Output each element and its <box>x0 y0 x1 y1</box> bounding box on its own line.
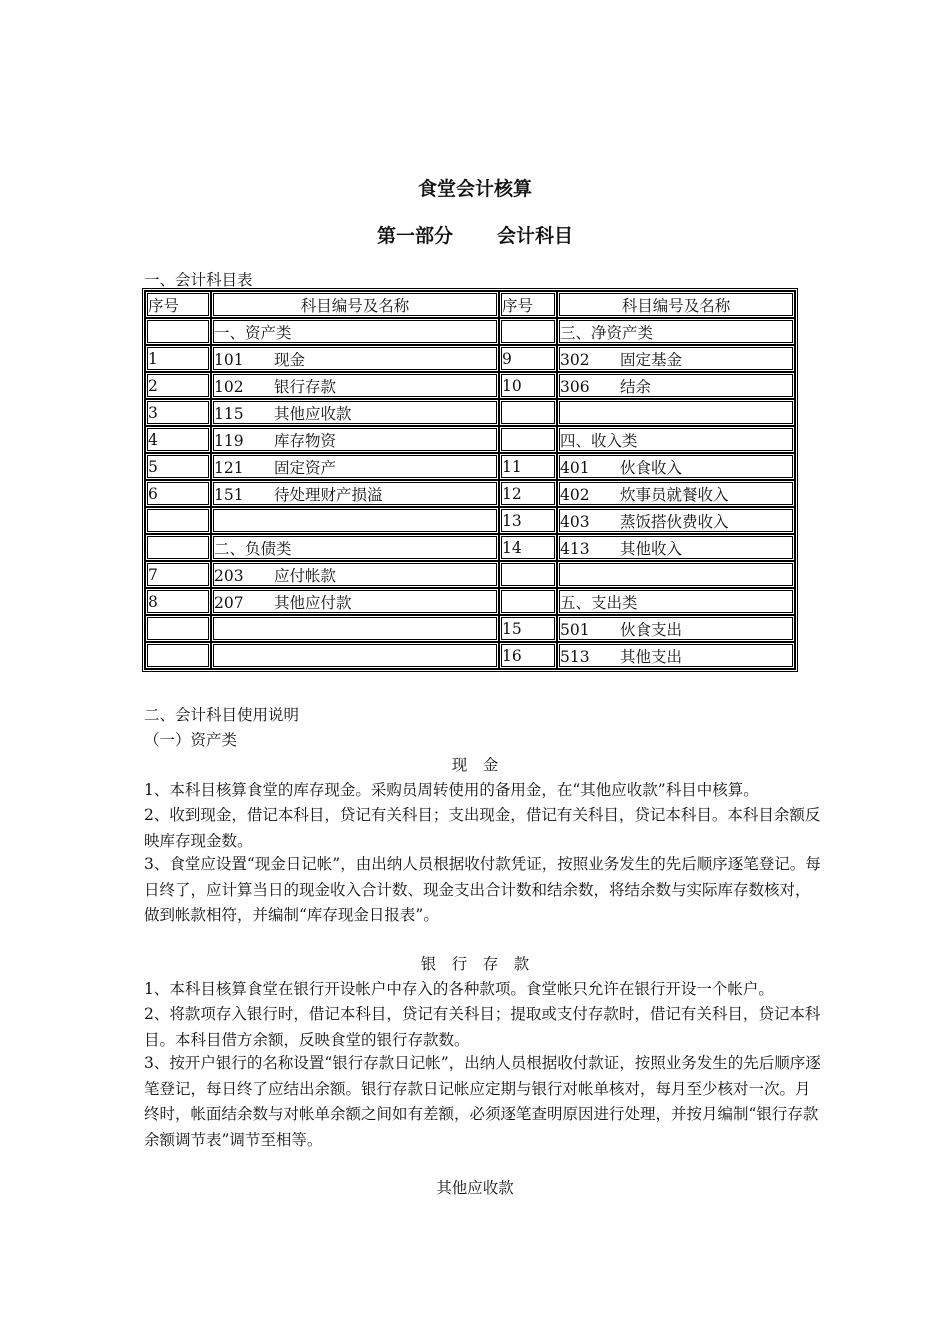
account-code: 402 <box>560 485 590 504</box>
account-cell <box>211 615 499 642</box>
account-name: 伙食支出 <box>620 620 683 639</box>
account-cell <box>211 534 499 561</box>
row-number-cell <box>499 426 557 453</box>
header-cell: 序号 <box>145 291 211 318</box>
account-cell <box>557 561 795 588</box>
account-name: 伙食收入 <box>620 458 683 477</box>
account-cell <box>211 318 499 345</box>
account-name: 其他支出 <box>620 647 683 666</box>
row-number-cell: 2 <box>145 372 211 399</box>
account-name: 一、资产类 <box>214 323 292 342</box>
header-cell: 科目编号及名称 <box>557 291 795 318</box>
account-cell <box>557 453 795 480</box>
account-name: 其他应付款 <box>274 593 352 612</box>
account-cell <box>557 642 795 669</box>
table-row <box>145 615 795 642</box>
account-cell <box>211 426 499 453</box>
account-code: 203 <box>214 566 244 585</box>
accounts-table <box>144 290 796 670</box>
account-code: 306 <box>560 377 590 396</box>
account-name: 其他收入 <box>620 539 683 558</box>
account-name: 现金 <box>274 350 306 369</box>
account-cell <box>211 588 499 615</box>
table-row <box>145 345 795 372</box>
table-row <box>145 561 795 588</box>
table-row <box>145 534 795 561</box>
account-name: 结余 <box>620 377 652 396</box>
account-code: 151 <box>214 485 244 504</box>
account-cell <box>557 588 795 615</box>
table-row <box>145 399 795 426</box>
account-name: 库存物资 <box>274 431 337 450</box>
table-row <box>145 318 795 345</box>
row-number-cell: 14 <box>499 534 557 561</box>
account-code: 119 <box>214 431 244 450</box>
row-number-cell: 15 <box>499 615 557 642</box>
row-number-cell <box>499 318 557 345</box>
table-row <box>145 588 795 615</box>
account-cell <box>211 453 499 480</box>
account-name: 蒸饭搭伙费收入 <box>620 512 729 531</box>
account-cell <box>211 345 499 372</box>
account-code: 513 <box>560 647 590 666</box>
account-code: 121 <box>214 458 244 477</box>
header-cell: 序号 <box>499 291 557 318</box>
other-receivable-heading: 其他应收款 <box>436 1179 514 1197</box>
account-cell <box>211 480 499 507</box>
row-number-cell <box>499 588 557 615</box>
account-cell <box>211 507 499 534</box>
account-name: 二、负债类 <box>214 539 292 558</box>
row-number-cell <box>145 615 211 642</box>
account-cell <box>557 480 795 507</box>
row-number-cell <box>145 318 211 345</box>
cash-heading: 现 金 <box>451 756 499 774</box>
account-code: 102 <box>214 377 244 396</box>
account-name: 应付帐款 <box>274 566 337 585</box>
row-number-cell: 6 <box>145 480 211 507</box>
row-number-cell: 3 <box>145 399 211 426</box>
table-row <box>145 507 795 534</box>
bank-heading: 银 行 存 款 <box>420 955 530 973</box>
row-number-cell <box>145 507 211 534</box>
part-heading <box>0 221 950 248</box>
row-number-cell: 5 <box>145 453 211 480</box>
section2-title: 二、会计科目使用说明 <box>144 706 300 724</box>
account-cell <box>557 615 795 642</box>
row-number-cell: 9 <box>499 345 557 372</box>
document-title: 食堂会计核算 <box>417 178 532 200</box>
cash-paragraph-2: 2、收到现金，借记本科目，贷记有关科目；支出现金，借记有关科目，贷记本科目。本科目余额反映库存现金数。 <box>144 806 821 850</box>
part-number: 第一部分 <box>376 225 453 247</box>
account-cell <box>211 399 499 426</box>
account-code: 302 <box>560 350 590 369</box>
row-number-cell <box>499 561 557 588</box>
account-name: 银行存款 <box>274 377 337 396</box>
table-row <box>145 642 795 669</box>
account-name: 炊事员就餐收入 <box>620 485 729 504</box>
row-number-cell <box>499 399 557 426</box>
part-name: 会计科目 <box>497 225 574 247</box>
account-cell <box>211 642 499 669</box>
account-code: 207 <box>214 593 244 612</box>
section1-title: 一、会计科目表 <box>144 271 253 289</box>
account-name: 三、净资产类 <box>560 323 654 342</box>
row-number-cell: 4 <box>145 426 211 453</box>
account-code: 403 <box>560 512 590 531</box>
account-cell <box>557 318 795 345</box>
table-row <box>145 426 795 453</box>
table-row <box>145 453 795 480</box>
row-number-cell: 16 <box>499 642 557 669</box>
account-name: 待处理财产损溢 <box>274 485 383 504</box>
cash-paragraph-1: 1、本科目核算食堂的库存现金。采购员周转使用的备用金，在“其他应收款”科目中核算。 <box>144 781 759 799</box>
row-number-cell: 12 <box>499 480 557 507</box>
account-cell <box>211 372 499 399</box>
header-cell: 科目编号及名称 <box>211 291 499 318</box>
row-number-cell <box>145 534 211 561</box>
table-row <box>145 372 795 399</box>
account-code: 115 <box>214 404 244 423</box>
account-name: 其他应收款 <box>274 404 352 423</box>
row-number-cell: 10 <box>499 372 557 399</box>
bank-paragraph-3: 3、按开户银行的名称设置“银行存款日记帐”，出纳人员根据收付款证，按照业务发生的先后顺序逐笔登记，每日终了应结出余额。银行存款日记帐应定期与银行对帐单核对，每月至少核对一次。月终时，帐面结余数与对帐单余额之间如有差额，必须逐笔查明原因进行处理，并按月编制“银行存款余额调节表”调节至相等。 <box>144 1054 821 1149</box>
table-row <box>145 480 795 507</box>
row-number-cell: 8 <box>145 588 211 615</box>
account-cell <box>557 507 795 534</box>
row-number-cell: 1 <box>145 345 211 372</box>
account-cell <box>557 372 795 399</box>
account-code: 501 <box>560 620 590 639</box>
account-cell <box>211 561 499 588</box>
row-number-cell: 7 <box>145 561 211 588</box>
bank-paragraph-1: 1、本科目核算食堂在银行开设帐户中存入的各种款项。食堂帐只允许在银行开设一个帐户。 <box>144 980 774 998</box>
account-code: 101 <box>214 350 244 369</box>
row-number-cell: 11 <box>499 453 557 480</box>
account-name: 四、收入类 <box>560 431 638 450</box>
account-code: 413 <box>560 539 590 558</box>
table-header-row <box>145 291 795 318</box>
account-cell <box>557 534 795 561</box>
account-name: 五、支出类 <box>560 593 638 612</box>
cash-paragraph-3: 3、食堂应设置“现金日记帐”，由出纳人员根据收付款凭证，按照业务发生的先后顺序逐笔登记。每日终了，应计算当日的现金收入合计数、现金支出合计数和结余数，将结余数与实际库存数核对，做到帐款相符，并编制“库存现金日报表”。 <box>144 855 821 924</box>
account-name: 固定基金 <box>620 350 683 369</box>
row-number-cell <box>145 642 211 669</box>
bank-paragraph-2: 2、将款项存入银行时，借记本科目，贷记有关科目；提取或支付存款时，借记有关科目，贷记本科目。本科目借方余额，反映食堂的银行存款数。 <box>144 1005 821 1049</box>
account-cell <box>557 426 795 453</box>
account-code: 401 <box>560 458 590 477</box>
subsection1-title: （一）资产类 <box>144 731 238 749</box>
account-cell <box>557 399 795 426</box>
row-number-cell: 13 <box>499 507 557 534</box>
account-name: 固定资产 <box>274 458 337 477</box>
account-cell <box>557 345 795 372</box>
